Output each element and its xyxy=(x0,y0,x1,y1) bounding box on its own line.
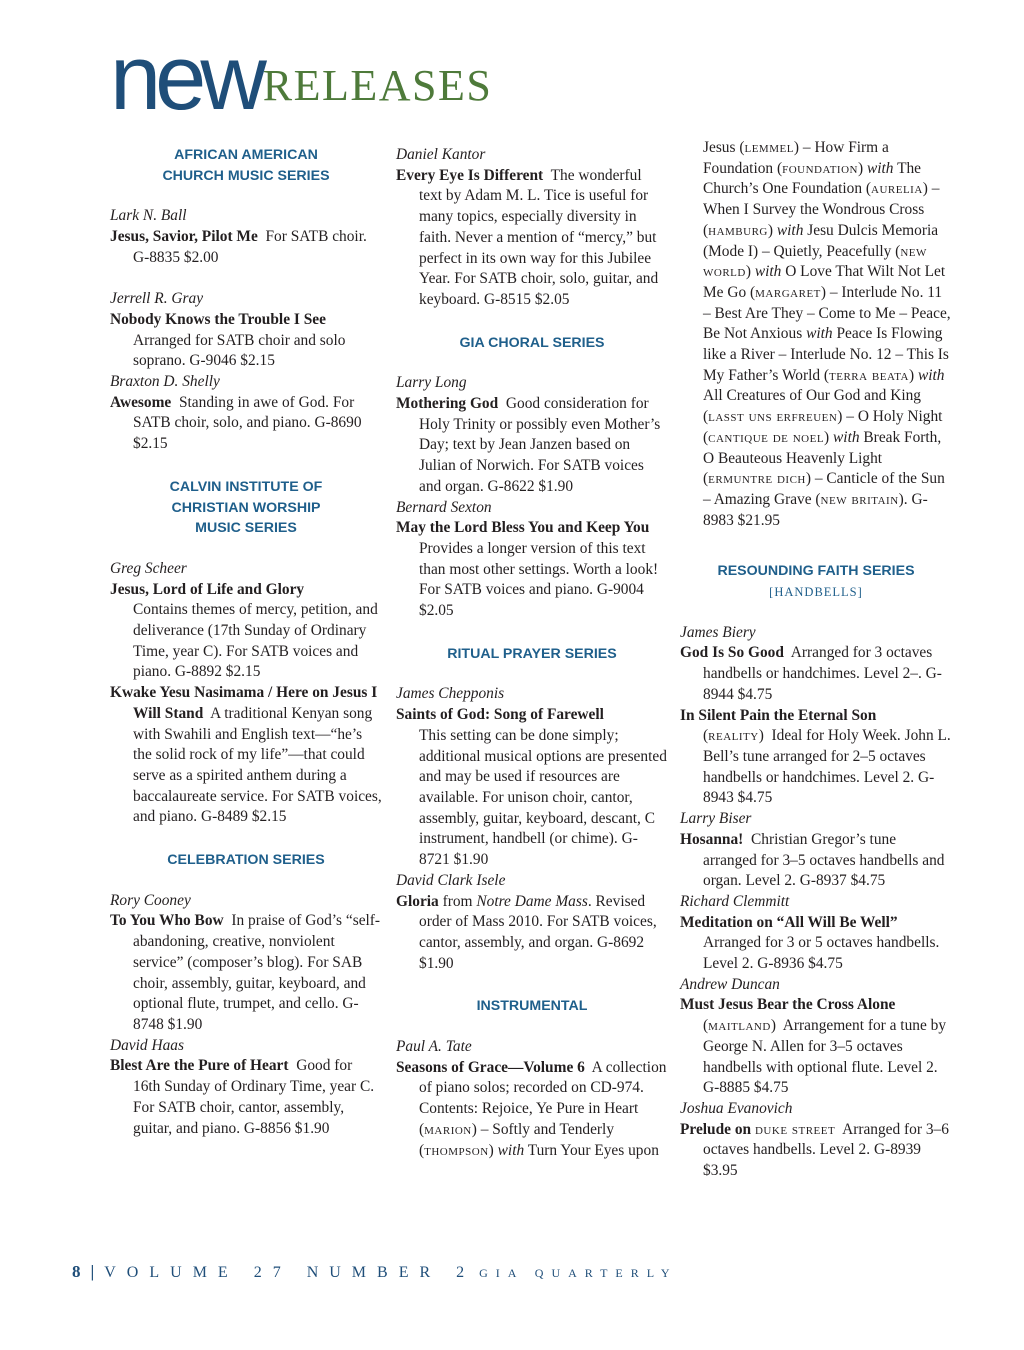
text-run: ). G-8983 $21.95 xyxy=(703,490,928,529)
text-run: Jesu Dulcis Memoria (Mode I) – Quietly, Peacefully ( xyxy=(703,221,939,260)
footer-volume: VOLUME 27 NUMBER 2 xyxy=(104,1264,476,1281)
release-description: Arranged for 3–6 octaves handbells. Level 2. G-8939 $3.95 xyxy=(703,1120,949,1180)
release-work: Notre Dame Mass xyxy=(476,892,588,910)
tune-name: hamburg xyxy=(708,221,768,239)
column-3 xyxy=(680,139,952,1182)
series-subheading-handbells: [HANDBELLS] xyxy=(769,585,863,600)
masthead-new: new xyxy=(110,27,261,129)
text-run: ) xyxy=(908,366,915,384)
composer: Larry Long xyxy=(396,374,467,392)
release-entry xyxy=(396,518,668,622)
text-run: Jesus ( xyxy=(703,139,745,156)
series-heading-gia-choral: GIA CHORAL SERIES xyxy=(459,334,605,351)
release-title: May the Lord Bless You and Keep You xyxy=(396,519,650,537)
release-title: Nobody Knows the Trouble I See xyxy=(110,310,326,328)
column-2 xyxy=(396,145,668,1161)
release-description: ) xyxy=(488,1141,494,1159)
release-title: Awesome xyxy=(110,393,172,411)
composer: Joshua Evanovich xyxy=(680,1099,793,1117)
text-run: ) xyxy=(857,159,864,177)
tune-name: marion xyxy=(424,1120,472,1138)
series-heading-african-american xyxy=(110,145,382,186)
tune-name: reality xyxy=(708,727,759,745)
release-description: Good consideration for Holy Trinity or possibly even Mother’s Day; text by Jean Janzen based on Julian of Norwich. For SATB voices and organ. G-8622 $1.90 xyxy=(419,395,661,495)
tune-name: lemmel xyxy=(744,139,794,156)
release-entry: Must Jesus Bear the Cross Alone (maitland) Arrangement for a tune by George N. Allen for 3–5 octaves handbells with optional flute. Level 2. G-8885 $4.75 xyxy=(680,996,947,1097)
composer: David Haas xyxy=(110,1036,184,1054)
with-word: with xyxy=(754,263,782,281)
release-description: Arranged for 3 octaves handbells or handchimes. Level 2–. G-8944 $4.75 xyxy=(703,644,942,703)
composer: Andrew Duncan xyxy=(680,975,780,993)
release-title: Hosanna! xyxy=(680,830,744,848)
tune-name: terra beata xyxy=(829,366,909,384)
text-run: ) xyxy=(767,221,774,239)
tune-name: duke street xyxy=(754,1120,836,1138)
composer: Jerrell R. Gray xyxy=(110,290,204,308)
series-heading-line: CHURCH MUSIC SERIES xyxy=(162,167,330,184)
text-run: The Church’s One Foundation ( xyxy=(703,159,922,198)
release-entry xyxy=(110,911,382,1035)
text-run: ) – How Firm a Foundation ( xyxy=(703,139,889,177)
text-run: ) xyxy=(824,428,830,446)
release-description: For SATB choir. G-8835 $2.00 xyxy=(133,228,367,266)
composer: Greg Scheer xyxy=(110,559,187,577)
tune-name: maitland xyxy=(708,1017,771,1035)
release-description: ) – Softly and Tenderly ( xyxy=(419,1120,615,1159)
series-heading-calvin-institute xyxy=(110,477,382,539)
series-heading-line: AFRICAN AMERICAN xyxy=(174,147,318,163)
release-title: Gloria xyxy=(396,892,439,910)
release-description: Arranged for 3 or 5 octaves handbells. Level 2. G-8936 $4.75 xyxy=(703,934,940,973)
with-word: with xyxy=(866,159,894,177)
composer: Larry Biser xyxy=(680,810,752,828)
release-title: God Is So Good xyxy=(680,644,784,662)
footer-publication: GIA QUARTERLY xyxy=(479,1266,678,1280)
release-title: Prelude on xyxy=(680,1120,752,1138)
release-description: . Revised order of Mass 2010. For SATB voices, cantor, assembly, and organ. G-8692 $1.90 xyxy=(419,892,657,972)
text-run: All Creatures of Our God and King ( xyxy=(703,387,921,426)
release-title: Seasons of Grace—Volume 6 xyxy=(396,1058,585,1076)
series-heading-line: CHRISTIAN WORSHIP xyxy=(171,499,321,516)
tune-name: new britain xyxy=(820,490,899,508)
tune-name: foundation xyxy=(782,159,858,177)
text-run: ) xyxy=(745,263,751,281)
composer: Lark N. Ball xyxy=(110,207,187,225)
composer: David Clark Isele xyxy=(396,871,506,889)
text-run: O Love That Wilt Not Let Me Go ( xyxy=(703,263,946,301)
text-run: ) – Canticle of the Sun – Amazing Grave ( xyxy=(703,470,945,508)
release-entry xyxy=(396,892,668,975)
release-description: The wonderful text by Adam M. L. Tice is useful for many topics, especially diversity in faith. Never a mention of “mercy,” but perfect in its own way for this Jubilee Year. For SATB choir, solo, guitar, and keyboard. G-8515 $2.05 xyxy=(419,166,659,308)
release-entry xyxy=(680,830,952,892)
text-run: ) – O Holy Night ( xyxy=(703,408,943,446)
composer: James Chepponis xyxy=(396,685,505,703)
tune-name: aurelia xyxy=(871,180,923,198)
release-entry xyxy=(680,643,952,705)
with-word: with xyxy=(917,366,945,384)
composer: Braxton D. Shelly xyxy=(110,373,220,391)
release-entry xyxy=(396,705,668,871)
release-title: Must Jesus Bear the Cross Alone xyxy=(680,996,896,1014)
tune-name: thompson xyxy=(424,1141,489,1159)
release-title: Saints of God: Song of Farewell xyxy=(396,706,604,724)
composer: James Biery xyxy=(680,623,756,641)
composer: Daniel Kantor xyxy=(396,146,486,163)
release-entry xyxy=(110,683,382,828)
text-run: ) – Interlude No. 11 – Best Are They – Come to Me – Peace, Be Not Anxious xyxy=(703,283,951,343)
release-entry-continued xyxy=(680,138,952,531)
with-word: with xyxy=(806,325,833,343)
masthead xyxy=(110,27,493,129)
with-word: with xyxy=(776,221,804,239)
release-title: In Silent Pain the Eternal Son xyxy=(680,706,877,724)
release-description: Christian Gregor’s tune arranged for 3–5 octaves handbells and organ. Level 2. G-8937 $4.75 xyxy=(703,830,945,890)
release-entry xyxy=(110,1056,382,1139)
release-entry xyxy=(110,227,382,268)
composer: Paul A. Tate xyxy=(396,1038,472,1056)
series-heading-instrumental: INSTRUMENTAL xyxy=(476,998,588,1015)
composer: Bernard Sexton xyxy=(396,498,492,516)
release-title: Mothering God xyxy=(396,395,499,413)
release-entry xyxy=(396,394,668,498)
release-title: To You Who Bow xyxy=(110,912,224,930)
column-1 xyxy=(110,145,382,1139)
page-number: 8 xyxy=(72,1262,81,1281)
page-footer xyxy=(72,1262,678,1282)
text-run: Peace Is Flowing like a River – Interlude No. 12 – This Is My Father’s World ( xyxy=(703,325,949,384)
release-title: Jesus, Savior, Pilot Me xyxy=(110,228,258,246)
series-heading-resounding-faith: RESOUNDING FAITH SERIES xyxy=(717,563,915,580)
release-entry xyxy=(110,310,382,372)
release-entry xyxy=(680,913,952,975)
release-description: Arrangement for a tune by George N. Allen for 3–5 octaves handbells with optional flute. Level 2. G-8885 $4.75 xyxy=(703,1017,947,1097)
release-title: Jesus, Lord of Life and Glory xyxy=(110,580,305,598)
release-description: Good for 16th Sunday of Ordinary Time, year C. For SATB choir, cantor, assembly, guitar, and piano. G-8856 $1.90 xyxy=(133,1057,375,1137)
with-word: with xyxy=(497,1141,525,1159)
series-heading-celebration: CELEBRATION SERIES xyxy=(167,852,325,869)
release-description: Turn Your Eyes upon xyxy=(527,1141,659,1159)
series-heading-line: CALVIN INSTITUTE OF xyxy=(169,478,323,495)
release-entry xyxy=(110,580,382,684)
footer-separator: | xyxy=(90,1262,95,1281)
release-entry xyxy=(396,166,668,311)
tune-name: ermuntre dich xyxy=(708,470,806,488)
series-heading-ritual-prayer: RITUAL PRAYER SERIES xyxy=(447,645,617,662)
text-run: ) – When I Survey the Wondrous Cross ( xyxy=(703,180,940,239)
with-word: with xyxy=(833,428,860,446)
release-entry xyxy=(396,1058,668,1162)
release-entry xyxy=(680,1120,952,1182)
tune-name: cantique de noel xyxy=(708,428,825,446)
release-description: Contains themes of mercy, petition, and deliverance (17th Sunday of Ordinary Time, year C). For SATB voices and piano. G-8892 $2.15 xyxy=(133,601,378,681)
composer: Richard Clemmitt xyxy=(680,892,790,910)
text-run: Break Forth, O Beauteous Heavenly Light ( xyxy=(703,428,942,488)
release-description: Standing in awe of God. For SATB choir, solo, and piano. G-8690 $2.15 xyxy=(133,393,362,453)
series-heading-line: MUSIC SERIES xyxy=(195,520,297,537)
release-title: Meditation on “All Will Be Well” xyxy=(680,913,898,931)
tune-name: margaret xyxy=(755,283,821,301)
tune-name: new world xyxy=(703,242,927,281)
masthead-releases: RELEASES xyxy=(262,61,493,110)
release-title: Kwake Yesu Nasimama / Here on Jesus I Will Stand xyxy=(110,684,378,722)
release-from: from xyxy=(442,892,473,910)
release-description: A traditional Kenyan song with Swahili and English text—“he’s the solid rock of my life”—that could serve as a spirited anthem during a baccalaureate service. For SATB voices, and piano. G-8489 $2.15 xyxy=(133,704,382,826)
release-description: This setting can be done simply; additional musical options are presented and may be used if resources are available. For unison choir, cantor, assembly, guitar, keyboard, descant, C instrument, handbell (or chime). G-8721 $1.90 xyxy=(419,726,667,869)
release-entry: In Silent Pain the Eternal Son (reality) Ideal for Holy Week. John L. Bell’s tune arranged for 2–5 octaves handbells or handchimes. Level 2. G-8943 $4.75 xyxy=(680,706,951,807)
composer: Rory Cooney xyxy=(110,891,191,909)
release-description: Arranged for SATB choir and solo soprano. G-9046 $2.15 xyxy=(133,331,346,370)
release-description: In praise of God’s “self-abandoning, creative, nonviolent service” (composer’s blog). For SAB choir, assembly, guitar, keyboard, and optional flute, trumpet, and cello. G-8748 $1.90 xyxy=(133,912,381,1033)
tune-name: lasst uns erfreuen xyxy=(708,408,838,426)
release-title: Every Eye Is Different xyxy=(396,166,544,184)
release-description: A collection of piano solos; recorded on CD-974. Contents: Rejoice, Ye Pure in Heart ( xyxy=(419,1058,667,1138)
release-description: Provides a longer version of this text than most other settings. Worth a look! For SATB voices and piano. G-9004 $2.05 xyxy=(419,539,659,620)
release-description: Ideal for Holy Week. John L. Bell’s tune arranged for 2–5 octaves handbells or handchimes. Level 2. G-8943 $4.75 xyxy=(703,727,951,807)
release-entry xyxy=(110,393,382,455)
release-title: Blest Are the Pure of Heart xyxy=(110,1057,289,1075)
